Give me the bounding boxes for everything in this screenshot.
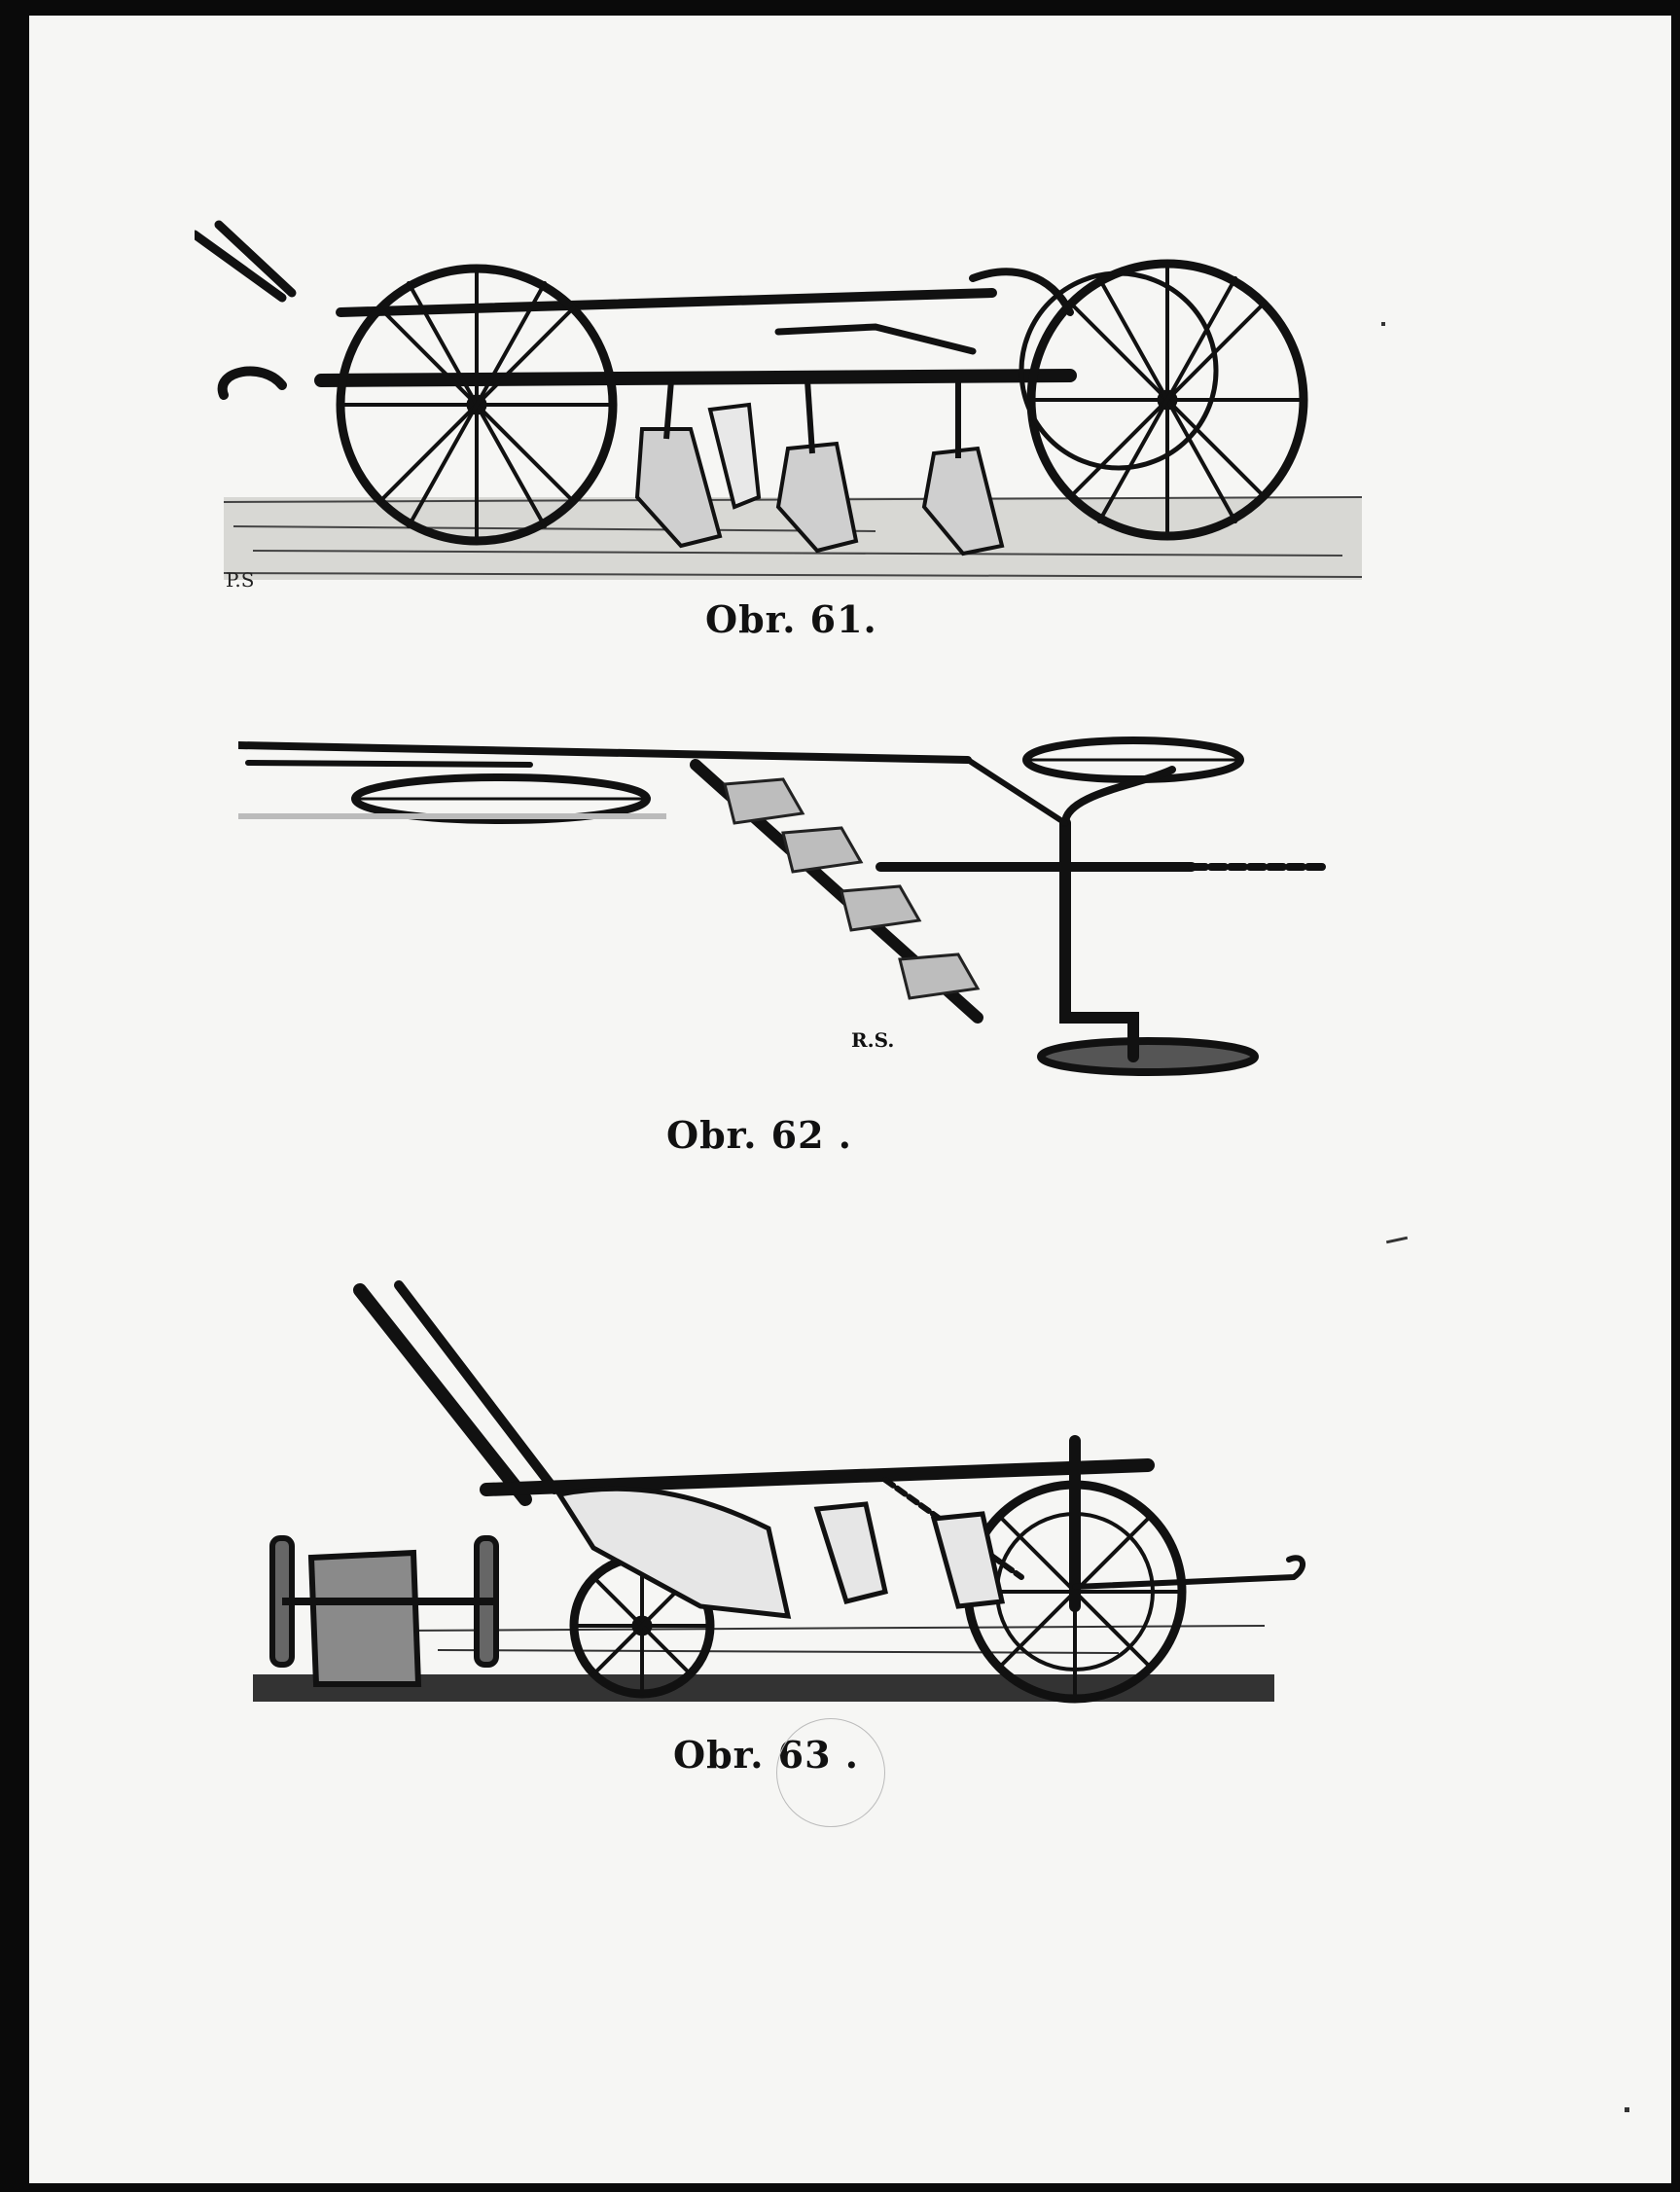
caption-prefix: Obr. bbox=[705, 597, 797, 641]
scan-speck bbox=[1386, 1237, 1408, 1244]
caption-number: 62 . bbox=[770, 1113, 853, 1157]
caption-number: 61. bbox=[809, 597, 877, 641]
scan-speck bbox=[1625, 2107, 1629, 2112]
scanned-page bbox=[29, 16, 1671, 2183]
caption-prefix: Obr. bbox=[673, 1733, 765, 1777]
caption-prefix: Obr. bbox=[666, 1113, 758, 1157]
figure-62-illustration bbox=[238, 726, 1338, 1115]
caption-number: 63 bbox=[777, 1733, 832, 1777]
figure-61-caption bbox=[705, 597, 877, 641]
scan-speck bbox=[1381, 322, 1385, 326]
circled-mark bbox=[776, 1718, 885, 1827]
figure-62-caption bbox=[666, 1113, 852, 1157]
figure-63-illustration bbox=[243, 1256, 1323, 1723]
figure-61-signature: P.S bbox=[226, 568, 255, 592]
caption-suffix: . bbox=[844, 1733, 860, 1777]
figure-62-signature: R.S. bbox=[851, 1028, 895, 1052]
figure-61-illustration bbox=[195, 205, 1362, 614]
